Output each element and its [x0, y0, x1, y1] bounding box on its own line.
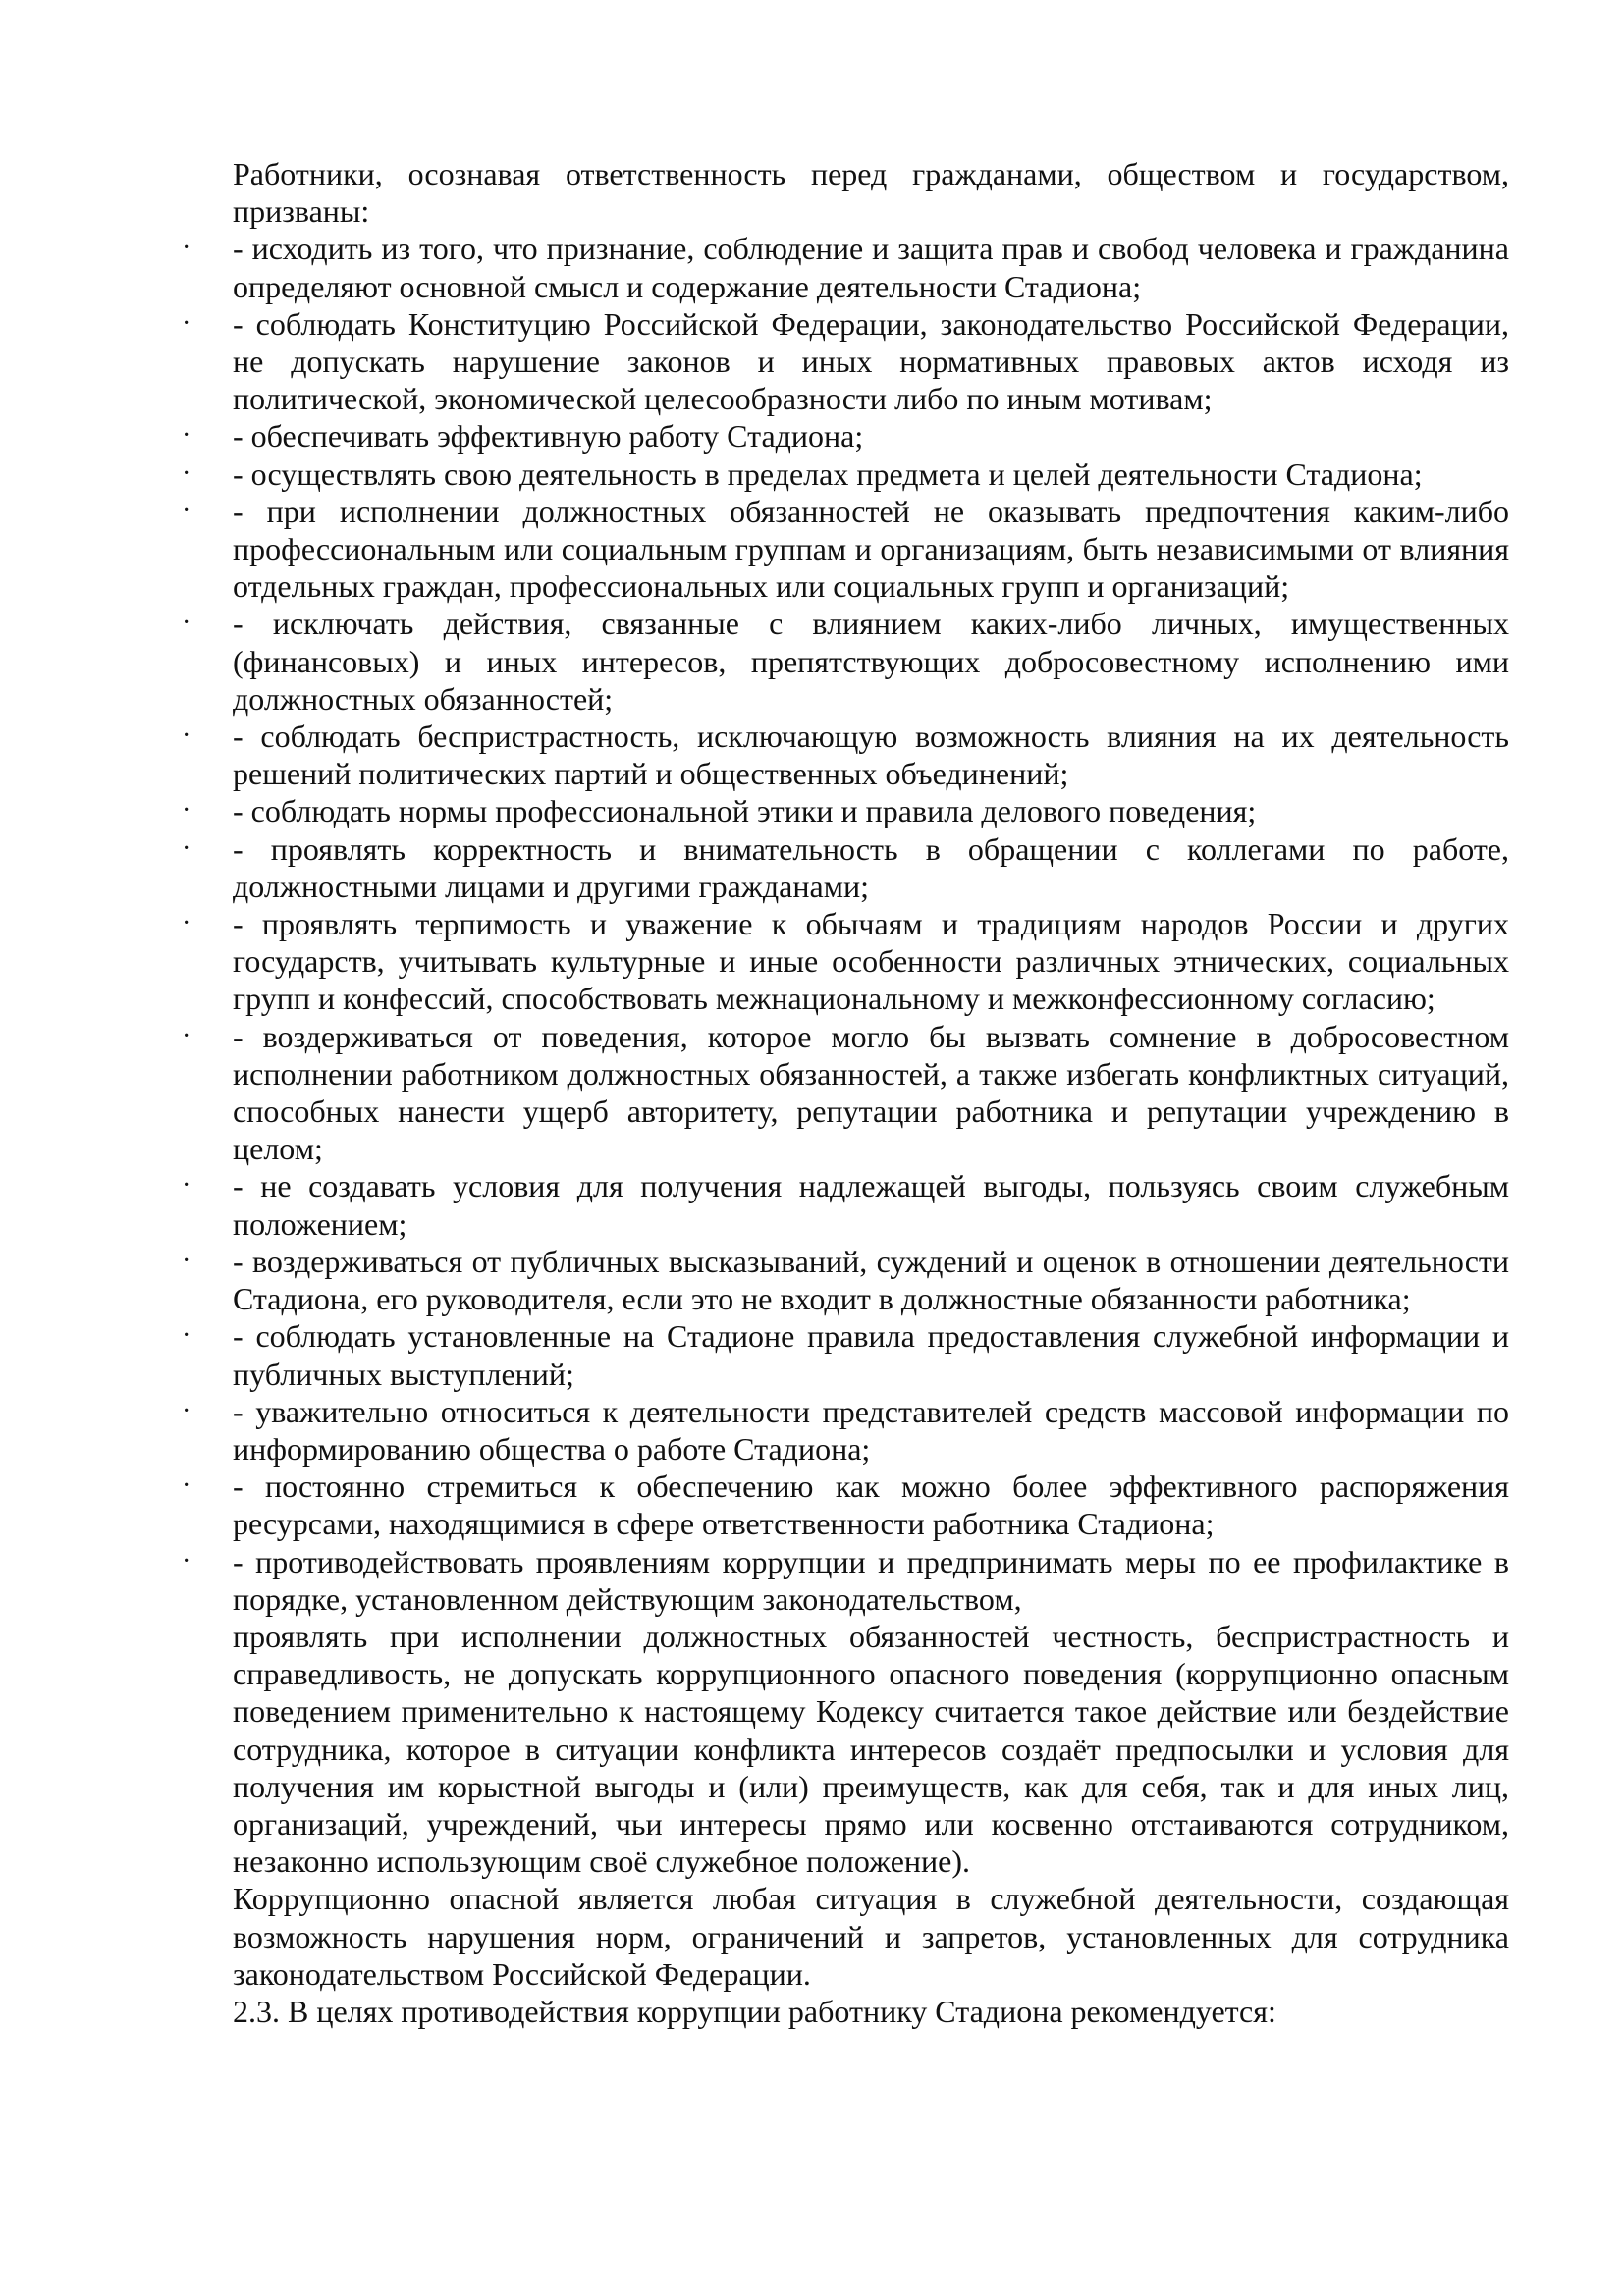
bullet-marker: · — [182, 608, 191, 639]
document-body — [182, 155, 1509, 2030]
list-item-text: - соблюдать нормы профессиональной этики и правила делового поведения; — [233, 793, 1257, 829]
bullet-marker: · — [182, 457, 191, 489]
bullet-marker: · — [182, 795, 191, 827]
bullet-marker: · — [182, 495, 191, 526]
list-item-text: - проявлять корректность и внимательность в обращении с коллегами по работе, должностными лицами и другими гражданами; — [233, 830, 1509, 904]
list-item — [182, 305, 1509, 418]
list-item — [182, 718, 1509, 792]
list-item-text: - исходить из того, что признание, соблюдение и защита прав и свобод человека и гражданина определяют основной смысл и содержание деятельности Стадиона; — [233, 231, 1509, 304]
list-item-text: - соблюдать беспристрастность, исключающую возможность влияния на их деятельность решений политических партий и общественных объединений; — [233, 719, 1509, 792]
list-item-text: - исключать действия, связанные с влиянием каких-либо личных, имущественных (финансовых) и иных интересов, препятствующих добросовестному исполнению ими должностных обязанностей; — [233, 606, 1509, 717]
section-heading-paragraph: 2.3. В целях противодействия коррупции работнику Стадиона рекомендуется: — [233, 1993, 1276, 2029]
bullet-marker: · — [182, 1470, 191, 1502]
list-item-text: - осуществлять свою деятельность в пределах предмета и целей деятельности Стадиона; — [233, 455, 1423, 492]
bullet-marker: · — [182, 1545, 191, 1576]
list-item — [182, 493, 1509, 606]
bullet-marker: · — [182, 1020, 191, 1051]
list-item-text: - постоянно стремиться к обеспечению как можно более эффективного распоряжения ресурсами, находящимися в сфере ответственности работника Стадиона; — [233, 1468, 1509, 1542]
list-item-text: - воздерживаться от публичных высказываний, суждений и оценок в отношении деятельности Стадиона, его руководителя, если это не входит в должностные обязанности работника; — [233, 1243, 1509, 1317]
list-item — [182, 1018, 1509, 1168]
list-item — [182, 1167, 1509, 1242]
list-item — [182, 830, 1509, 905]
bullet-marker: · — [182, 1320, 191, 1352]
bullet-marker: · — [182, 420, 191, 452]
list-item — [182, 230, 1509, 304]
list-item — [182, 1317, 1509, 1392]
list-item — [182, 455, 1509, 493]
list-item-text: - обеспечивать эффективную работу Стадиона; — [233, 418, 864, 454]
bullet-marker: · — [182, 1395, 191, 1426]
bullet-marker: · — [182, 908, 191, 939]
bullet-marker: · — [182, 1170, 191, 1201]
bullet-marker: · — [182, 307, 191, 339]
list-item-text: - не создавать условия для получения надлежащей выгоды, пользуясь своим служебным положением; — [233, 1168, 1509, 1242]
list-item — [182, 1468, 1509, 1542]
bullet-marker: · — [182, 233, 191, 264]
list-item — [182, 905, 1509, 1018]
bullet-marker: · — [182, 832, 191, 864]
list-item — [182, 417, 1509, 454]
bullet-marker: · — [182, 721, 191, 752]
body-paragraph: Коррупционно опасной является любая ситуация в служебной деятельности, создающая возможность нарушения норм, ограничений и запретов, установленных для сотрудника законодательством Российской Федерации. — [233, 1881, 1509, 1992]
list-item-text: - при исполнении должностных обязанностей не оказывать предпочтения каким-либо профессиональным или социальным группам и организациям, быть независимыми от влияния отдельных граждан, профессиональных или социальных групп и организаций; — [233, 493, 1509, 605]
duties-list — [182, 230, 1509, 1618]
body-paragraph: проявлять при исполнении должностных обязанностей честность, беспристрастность и справедливость, не допускать коррупционного опасного поведения (коррупционно опасным поведением применительно к настоящему Кодексу считается такое действие или бездействие сотрудника, которое в ситуации конфликта интересов создаёт предпосылки и условия для получения им корыстной выгоды и (или) преимуществ, как для себя, так и для иных лиц, организаций, учреждений, чьи интересы прямо или косвенно отстаиваются сотрудником, незаконно использующим своё служебное положение). — [233, 1618, 1509, 1880]
list-item-text: - проявлять терпимость и уважение к обычаям и традициям народов России и других государств, учитывать культурные и иные особенности различных этнических, социальных групп и конфессий, способствовать межнациональному и межконфессионному согласию; — [233, 906, 1509, 1017]
list-item — [182, 1393, 1509, 1468]
list-item — [182, 605, 1509, 718]
list-item-text: - соблюдать установленные на Стадионе правила предоставления служебной информации и публичных выступлений; — [233, 1318, 1509, 1392]
list-item-text: - противодействовать проявлениям коррупции и предпринимать меры по ее профилактике в порядке, установленном действующим законодательством, — [233, 1543, 1509, 1617]
intro-paragraph: Работники, осознавая ответственность перед гражданами, обществом и государством, призваны: — [233, 156, 1509, 230]
list-item-text: - соблюдать Конституцию Российской Федерации, законодательство Российской Федерации, не допускать нарушение законов и иных нормативных правовых актов исходя из политической, экономической целесообразности либо по иным мотивам; — [233, 305, 1509, 417]
list-item-text: - уважительно относиться к деятельности представителей средств массовой информации по информированию общества о работе Стадиона; — [233, 1393, 1509, 1467]
list-item — [182, 1243, 1509, 1317]
list-item — [182, 792, 1509, 829]
bullet-marker: · — [182, 1245, 191, 1276]
list-item — [182, 1543, 1509, 1618]
list-item-text: - воздерживаться от поведения, которое могло бы вызвать сомнение в добросовестном исполнении работником должностных обязанностей, а также избегать конфликтных ситуаций, способных нанести ущерб авторитету, репутации работника и репутации учреждению в целом; — [233, 1018, 1509, 1167]
